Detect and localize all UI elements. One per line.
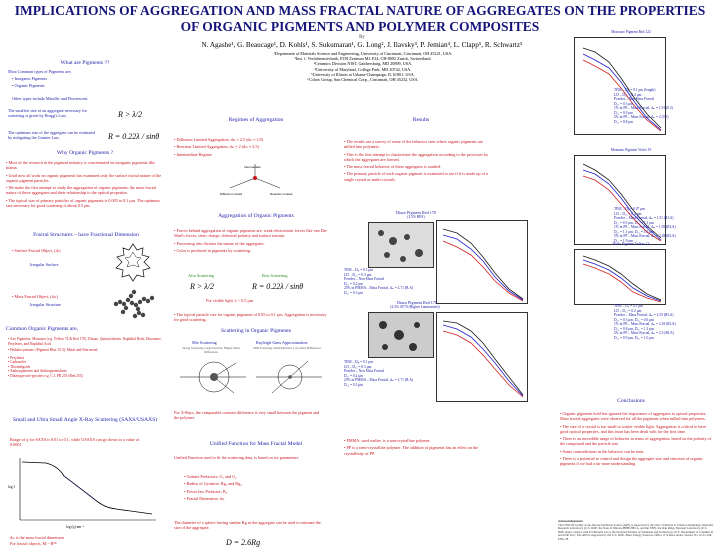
list-item: • There is a potential to control and design the aggregate size and structure of organic pigments if we had a far more understanding.	[560, 456, 703, 467]
what-pigments-text: Most Common types of Pigments are,	[8, 69, 72, 74]
aggregation-header: Aggregation of Organic Pigments	[218, 213, 294, 219]
regime-label-dla: Diffusion Limited	[220, 192, 243, 196]
scattering-diagrams	[176, 355, 326, 403]
affiliation-5: ⁵University of Illinois at Urbana-Champaign, IL 61801, USA.	[311, 71, 415, 77]
list-item: • Forces behind aggregation of organic pigments are: weak electrostatic forces like van Der Waal's forces, steric charge, chemical polarity and surface tension.	[174, 228, 327, 239]
rayleigh-label: Rayleigh-Gans Approximation	[256, 340, 308, 345]
guinier-equation: R = 0.22λ / sinθ	[108, 132, 160, 141]
poster-title-line2: OF ORGANIC PIGMENTS AND POLYMER COMPOSITES	[180, 19, 540, 34]
plot2-image	[368, 312, 434, 358]
list-item: • PMMA: used earlier, is a non-crystalline polymer.	[344, 438, 431, 443]
affiliations	[178, 51, 548, 82]
list-item: • Azo Pigments: Monoazo (e.g. Yellow 74 & Red 170), Disazo, Quinacridones, Naphthol Reds, Dioxazine, Perylenes, and Naphthol Acid	[8, 337, 162, 346]
mie-sub: Strong Scattering, Large Particles, Higher Index Differences	[182, 346, 240, 354]
best-scattering-label: Best Scattering	[262, 273, 288, 278]
list-item: • Inorganic Pigments	[12, 76, 48, 81]
unified-function-header: Unified Function for Mass Fractal Model	[209, 441, 303, 447]
dm-caption-2: For fractal objects, M ~ Rᵈᵐ	[10, 541, 57, 546]
authors: N. Agashe¹, G. Beaucage¹, D. Kohls¹, S. Sukumaran¹, G. Long², J. Ilavsky³, P. Jemian⁴, L. Clapp⁵, R. Schwartz⁵	[201, 41, 523, 49]
regime-label-rla: Reaction Limited	[270, 192, 293, 196]
by-label: By	[359, 35, 365, 40]
list-item: • Organic Pigments	[12, 82, 45, 88]
why-organic-points	[6, 160, 164, 208]
regime-label-intermediate: Intermediate	[244, 165, 261, 169]
mie-label: Mie Scattering	[192, 340, 217, 345]
list-item: • Perylenes	[8, 355, 25, 360]
common-pigments-header: Common Organic Pigments are,	[6, 326, 78, 332]
what-pigments-header: What are Pigments ??	[60, 60, 110, 66]
acknowledgements-text: The UNICAT facility at the Advanced Photon Source (APS) is supported by the Univ of Illinois at Urbana-Champaign, Materials Research Laboratory (U.S. DOE, the State of Illinois-IBHE-HECA, and the NSF), the Oak Ridge National Laboratory (U.S. DOE under contract with UT-Battelle LLC), the National Institute of Standards and Technology (U.S. Department of Commerce) and UOP LLC. The APS is supported by the U.S. DOE, Basic Energy Sciences, Office of Science under contract No. W-31-109-ENG-38.	[558, 522, 714, 541]
list-item: • Carbazoles	[8, 360, 27, 364]
mass-fractal-label: • Mass Fractal Object, (dₘ)	[12, 294, 58, 299]
list-item: • Intermediate Regime	[174, 151, 212, 157]
list-item: • The primary particle of each organic pigment is examined to see if it is made up of a single crystal or multi-crystals.	[344, 171, 488, 182]
poster-title-line1: IMPLICATIONS OF AGGREGATION AND MASS FRACTAL NATURE OF AGGREGATES ON THE PROPERTIES	[14, 3, 706, 18]
saxs-schematic-plot	[6, 454, 166, 530]
list-item: • Until now all work on organic pigments has examined only the surface fractal nature of the organic pigment particles.	[6, 172, 162, 183]
plot-r3-title: Diazo Pigment Yellow 13	[612, 242, 650, 246]
saxs-x-label: log (q) nm⁻¹	[66, 525, 85, 529]
bragg-equation: R > λ/2	[118, 110, 142, 119]
guinier-equation-center: R = 0.22λ / sinθ	[252, 282, 304, 291]
plot1-title: Diazo Pigment Red 170	[395, 210, 437, 215]
list-item: • Phthalocyanines: (Pigment Blue 15:3), Metal and Non-metal	[8, 348, 98, 352]
fractal-structures-header: Fractal Structures – have Fractional Dimension	[33, 232, 139, 238]
aggregation-points	[174, 228, 330, 253]
list-item: • We make the first attempt to study the aggregation of organic pigments; the mass fractal nature of these aggregates and their relationship to the optical properties.	[6, 185, 156, 196]
diameter-equation: D = 2.6Rg	[226, 538, 261, 547]
plot-r2-legend: TEM – Dₚ = 0.07 μm LD – D₅₀ = 0.3 μm Powder – Mass Fractal, dₘ = 1.51 (RLA) D₅₀ = 0.3 μm, D₅₀ = 1.1 μm 1% in PP – Mass Fractal, dₘ = 1.95 (RLA) D₅₀ = 1.1 μm, D₅₀ = 1.9 μm 5% in PP – Mass Fractal, dₘ = 2.28 (RLA) D₅₀ = 1.9 μm	[614, 207, 676, 243]
acknowledgements-header: Acknowledgements	[558, 519, 583, 523]
irregular-surface-label: Irregular Surface	[30, 262, 59, 267]
list-item: • Radius of Gyration: Rg₁ and Rg₂	[184, 481, 242, 487]
plot1-subtitle: (2.5% RPA)	[407, 215, 425, 219]
list-item: • Power law Prefactor: B₂	[184, 488, 228, 494]
affiliation-2: ²Inst. f. Verfahrenstechnik, ETH Zentrum ML F24, CH-8092 Zurich, Switzerland.	[294, 56, 432, 62]
other-types-text: Other types include Metallic and Fluorescent	[12, 96, 88, 101]
conclusions-list	[560, 411, 712, 467]
list-item: • Diffusion Limited Aggregation, dₘ ≈ 2.5 (dₘ ≈ 1.8)	[174, 137, 264, 142]
acknowledgements	[558, 520, 714, 542]
bragg-law-text: The smallest size of an aggregate necessary for scattering is given by Bragg's Law,	[8, 108, 87, 119]
list-item: • Diketopyrrolo-pyrroles e.g. C.I. PR 255 (Red 255)	[8, 373, 83, 378]
surface-fractal-image	[108, 240, 158, 285]
unified-parameters	[184, 474, 324, 501]
affiliation-6: ⁶Colors Group, Sun Chemical Corp., Cincinnati, OH 45232, USA.	[307, 77, 419, 83]
diameter-text: The diameter of a sphere having similar Rg as the aggregate can be used to estimate the size of the aggregate.	[174, 520, 321, 531]
plot2-fit-legend: TEM – Dₚ = 0.1 μm LD – D₅₀ = 0.3 μm Powder – Non Mass Fractal D₅₀ = 0.2 μm 25% in PMMA – Mass Fractal, dₘ = 2.71 (B.A) D₅₀ = 0.3 μm	[344, 360, 414, 387]
surface-fractal-label: • Surface Fractal Object, (dₛ)	[12, 248, 61, 253]
saxs-text: Range of q for SAXS is 0.01 to 0.1, while USAXS can go down to a value of 0.0001	[10, 437, 140, 448]
list-item: • Thioindigoids	[8, 364, 31, 369]
bragg-equation-center: R > λ/2	[190, 282, 214, 291]
saxs-header: Small and Ultra Small Angle X-Ray Scattering (SAXS/USAXS)	[12, 417, 158, 423]
also-scattering-label: Also Scattering	[188, 273, 214, 278]
guinier-law-text: The optimum size of the aggregate can be estimated by mitigating the Guinier Law,	[8, 130, 96, 141]
list-item: • This is the first attempt to characterize the aggregation according to the processes by which the aggregates are formed.	[344, 151, 489, 162]
results-points	[344, 139, 492, 182]
plot-r1-legend: TEM – Dₚ = 0.1 μm (length) LD – D₅₀ = 0.4 μm Powder – Non Mass Fractal D₅₀ = 0.3 μm 1% in PP – Mass Fractal, dₘ = 1.91 (0.5) D₅₀ = 0.9 μm 5% in PP – Mass Fractal, dₘ = 2 (0.5) D₅₀ = 0.8 μm	[614, 88, 673, 124]
list-item: • Organic pigments hold has ignored the importance of aggregates to optical properties. Mass fractal aggregates were observed for all the pigments when milled into polymers.	[560, 411, 707, 422]
plot2-title: Diazo Pigment Red 170	[396, 300, 438, 305]
dm-caption-1: dₘ is the mass fractal dimension	[10, 535, 65, 540]
plot-r2-title: Monoazo Pigment Violet 19	[610, 148, 652, 152]
common-pigments-list	[8, 337, 166, 378]
mass-fractal-image	[108, 284, 160, 324]
list-item: • There is an incredible range of behavior in terms of aggregation, based on the polarity of the compound and the particle size.	[560, 436, 712, 447]
visible-light-text: For visible light, λ ~ 0.5 μm	[206, 298, 254, 303]
plot2-chart	[436, 312, 528, 402]
rayleigh-sub: Mild Scattering, Small Particles, Low Index Differences	[253, 346, 321, 350]
list-item: • Most of the research in the pigment industry is concentrated on inorganic pigments like titania.	[6, 160, 155, 171]
irregular-structure-label: Irregular Structure	[30, 302, 62, 307]
list-item: • Some contradictions in the behavior can be seen.	[560, 448, 645, 454]
regimes-diagram	[210, 160, 300, 200]
scattering-header: Scattering in Organic Pigments	[221, 328, 291, 334]
pmma-pp-points	[344, 438, 492, 456]
xray-contrast-text: For X-Rays, the comparable contrast difference is very small between the pigment and the polymer.	[174, 410, 320, 421]
plot1-fit-legend: TEM – Dₚ = 0.1 μm LD – D₅₀ = 0.3 μm Powder – Non Mass Fractal D₅₀ = 0.2 μm 25% in PMMA – Mass Fractal, dₘ = 2.71 (B.A) D₅₀ = 0.3 μm	[344, 268, 414, 295]
list-item: • PP is a semi-crystalline polymer. The addition of pigments has an effect on the crystallinity of PP.	[344, 445, 479, 456]
affiliation-3: ³Ceramics Division NIST, Gaithersburg, MD 20899, USA.	[313, 61, 413, 67]
affiliation-1: ¹Department of Materials Science and Engineering, University of Cincinnati, Cincinnati, OH 45221, USA.	[273, 51, 453, 56]
results-header: Results	[412, 117, 430, 123]
plot-r3-chart	[574, 249, 666, 305]
list-item: • The mass fractal behavior of these aggregates is studied.	[344, 164, 441, 170]
regimes-list	[174, 137, 324, 157]
list-item: • The results are a survey of some of the behavior seen where organic pigments are milled into polymers.	[344, 139, 483, 150]
list-item: • The size of a crystal is too small to scatter visible light. Aggregation is critical to have good optical properties, and this issue has been dealt with for the first time.	[560, 423, 707, 434]
plot1-image	[368, 222, 434, 268]
why-organic-header: Why Organic Pigments ?	[56, 150, 114, 156]
plot1-chart	[436, 220, 528, 304]
pigment-type-list	[12, 76, 152, 89]
unified-function-text: Unified Function used to fit the scattering data, is based on six parameters:	[174, 455, 300, 460]
affiliation-4: ⁴University of Maryland, College Park, MD 20742, USA.	[314, 66, 412, 72]
list-item: • The typical size of primary particles of organic pigments is 0.005 to 0.1 μm. The optimum size necessary for good scattering is about 0.5 μm.	[6, 197, 160, 209]
list-item: • Guinier Prefactors: G₁ and G₂	[184, 474, 237, 479]
list-item: • Reaction Limited Aggregation, dₘ ≈ 2 (dₘ ≈ 2.5)	[174, 144, 259, 150]
plot-r1-title: Monoazo Pigment Red 122	[611, 30, 651, 34]
list-item: • Anthraquinones and Anthrapyrimidines	[8, 369, 67, 373]
conclusions-header: Conclusions	[617, 398, 645, 404]
list-item: • Color is produced in pigments by scattering:	[174, 247, 251, 253]
typical-size-text: • The typical particle size for organic pigments of 0.05 to 0.1 μm. Aggregation is necessary for good scattering.	[174, 312, 327, 323]
regimes-header: Regimes of Aggregation	[228, 117, 284, 123]
list-item: • Processing also dictates the nature of the aggregates.	[174, 240, 265, 246]
plot-r3-legend: TEM – Dₚ = 0.1 μm LD – D₅₀ = 0.2 μm Powder – Mass Fractal, dₘ = 2.55 (RLA) D₅₀ = 0.3 μm, D₅₀ = 0.6 μm 1% in PP – Mass Fractal, dₘ = 2.18 (RLA) D₅₀ = 0.8 μm, D₅₀ = 1.2 μm 5% in PP – Mass Fractal, dₘ = 2.3 (RLA) D₅₀ = 0.9 μm, D₅₀ = 1.0 μm	[614, 304, 676, 340]
list-item: • Fractal Dimension: dₘ	[184, 495, 225, 501]
plot2-subtitle: (2.5% AT70 (Higher Lamination))	[390, 305, 440, 309]
saxs-y-label: log I	[8, 485, 15, 489]
